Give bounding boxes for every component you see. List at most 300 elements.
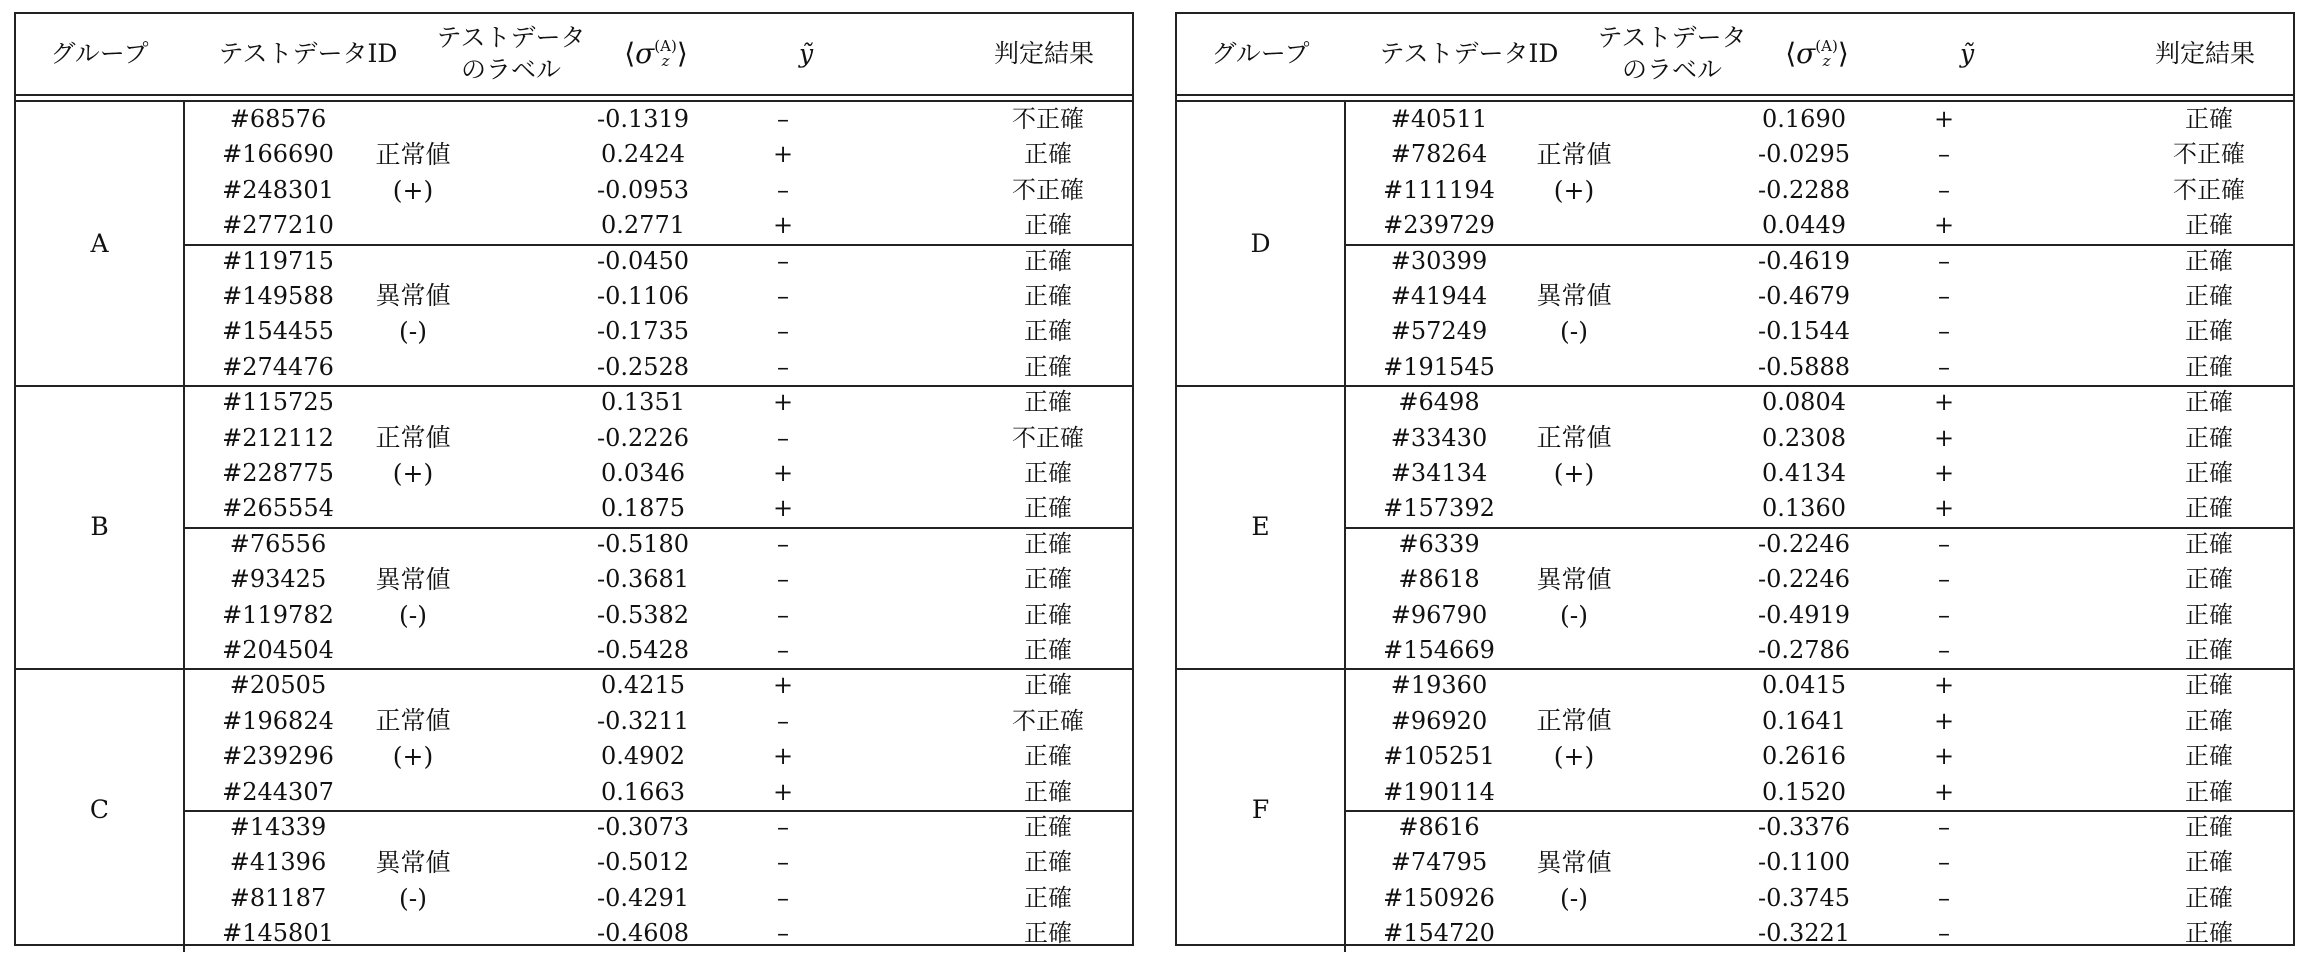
judgement-result: 正確	[1024, 671, 1072, 700]
block-separator	[183, 810, 1132, 812]
test-data-id: #244307	[222, 777, 334, 806]
judgement-result: 正確	[2185, 706, 2233, 735]
judgement-result: 正確	[1024, 742, 1072, 771]
table-row	[1344, 845, 2293, 880]
header-rule-top	[1177, 94, 2293, 96]
table-header	[16, 14, 1132, 94]
predicted-sign: –	[1938, 281, 1950, 310]
sigma-value: 0.1360	[1762, 494, 1846, 523]
normal-block	[1344, 668, 2293, 810]
header-ytilde: ỹ	[798, 39, 814, 68]
test-data-id: #191545	[1383, 352, 1495, 381]
judgement-result: 正確	[2185, 423, 2233, 452]
table-row	[1344, 208, 2293, 243]
predicted-sign: –	[1938, 848, 1950, 877]
sigma-value: 0.2308	[1762, 423, 1846, 452]
header-group: グループ	[50, 39, 149, 68]
header-group: グループ	[1211, 39, 1310, 68]
table-row	[183, 279, 1132, 314]
predicted-sign: –	[777, 600, 789, 629]
predicted-sign: –	[1938, 565, 1950, 594]
anomaly-label-text: 異常値	[375, 564, 451, 594]
sigma-value: 0.1690	[1762, 105, 1846, 133]
header-label-line-2: のラベル	[1621, 55, 1722, 84]
predicted-sign: +	[1933, 388, 1955, 417]
judgement-result: 正確	[1024, 140, 1072, 169]
table-header	[1177, 14, 2293, 94]
predicted-sign: –	[1938, 600, 1950, 629]
judgement-result: 正確	[2185, 812, 2233, 841]
sigma-value: 0.1520	[1762, 777, 1846, 806]
predicted-sign: –	[777, 175, 789, 204]
anomaly-label-text: 異常値	[1536, 564, 1612, 594]
judgement-result: 正確	[2185, 529, 2233, 558]
judgement-result: 正確	[2185, 848, 2233, 877]
predicted-sign: +	[772, 388, 794, 417]
table-row	[1344, 739, 2293, 774]
header-label-line-2: のラベル	[460, 55, 561, 84]
normal-label-text: 正常値	[1536, 139, 1612, 169]
group-separator	[16, 668, 1132, 670]
table-row	[183, 421, 1132, 456]
normal-label-text: 正常値	[1536, 706, 1612, 736]
predicted-sign: –	[1938, 352, 1950, 381]
predicted-sign: –	[777, 105, 789, 133]
table-row	[1344, 916, 2293, 951]
table-row	[1344, 562, 2293, 597]
anomaly-label-sign: (-)	[1560, 600, 1588, 630]
table-row	[1344, 279, 2293, 314]
results-table-left	[14, 12, 1134, 946]
group-section-E	[1177, 385, 2293, 668]
predicted-sign: –	[1938, 812, 1950, 841]
header-label-line-1: テストデータ	[1597, 23, 1747, 52]
anomaly-block	[183, 810, 1132, 952]
table-row	[1344, 633, 2293, 668]
anomaly-label-text: 異常値	[1536, 281, 1612, 311]
test-data-id: #6339	[1398, 529, 1480, 558]
predicted-sign: –	[1938, 317, 1950, 346]
predicted-sign: –	[777, 281, 789, 310]
predicted-sign: –	[777, 919, 789, 948]
sigma-value: -0.3221	[1757, 919, 1851, 948]
sigma-value: 0.0449	[1762, 211, 1846, 240]
angle-bracket-open: ⟨	[624, 37, 636, 70]
table-row	[183, 916, 1132, 951]
sigma-value: -0.5428	[596, 635, 690, 664]
test-data-id: #34134	[1390, 458, 1488, 487]
sigma-value: -0.4919	[1757, 600, 1851, 629]
judgement-result: 正確	[1024, 883, 1072, 912]
header-result: 判定結果	[2154, 39, 2255, 68]
predicted-sign: +	[772, 211, 794, 240]
test-data-id: #111194	[1383, 175, 1495, 204]
judgement-result: 不正確	[2173, 175, 2245, 204]
judgement-result: 正確	[1024, 317, 1072, 346]
table-row	[183, 810, 1132, 845]
test-data-id: #228775	[222, 458, 334, 487]
group-name: B	[16, 385, 185, 668]
table-row	[1344, 775, 2293, 810]
sigma-value: -0.2288	[1757, 175, 1851, 204]
group-name: A	[16, 102, 185, 385]
table-row	[183, 845, 1132, 880]
judgement-result: 正確	[1024, 494, 1072, 523]
normal-label-sign: (+)	[392, 175, 434, 205]
header-rule-top	[16, 94, 1132, 96]
judgement-result: 正確	[1024, 812, 1072, 841]
sigma-value: 0.2616	[1762, 742, 1846, 771]
test-data-id: #150926	[1383, 883, 1495, 912]
sigma-scripts	[654, 39, 677, 69]
normal-block	[183, 385, 1132, 527]
judgement-result: 正確	[2185, 388, 2233, 417]
table-row	[183, 775, 1132, 810]
test-data-id: #212112	[222, 423, 334, 452]
sigma-value: -0.5382	[596, 600, 690, 629]
judgement-result: 不正確	[2173, 140, 2245, 169]
test-data-id: #154455	[222, 317, 334, 346]
sigma-value: 0.1663	[601, 777, 685, 806]
sigma-value: -0.2246	[1757, 529, 1851, 558]
test-data-id: #154669	[1383, 635, 1495, 664]
judgement-result: 正確	[2185, 742, 2233, 771]
table-row	[183, 598, 1132, 633]
test-data-id: #274476	[222, 352, 334, 381]
table-row	[183, 527, 1132, 562]
table-row	[183, 562, 1132, 597]
judgement-result: 正確	[2185, 565, 2233, 594]
anomaly-label-text: 異常値	[375, 847, 451, 877]
anomaly-block	[1344, 527, 2293, 669]
judgement-result: 正確	[1024, 281, 1072, 310]
test-data-id: #265554	[222, 494, 334, 523]
anomaly-label-sign: (-)	[399, 883, 427, 913]
group-name: F	[1177, 668, 1346, 951]
test-data-id: #190114	[1383, 777, 1495, 806]
predicted-sign: –	[777, 848, 789, 877]
table-row	[1344, 385, 2293, 420]
table-row	[183, 244, 1132, 279]
group-section-C	[16, 668, 1132, 951]
header-sigma	[1737, 14, 1897, 94]
table-row	[1344, 527, 2293, 562]
predicted-sign: –	[777, 317, 789, 346]
predicted-sign: +	[1933, 105, 1955, 133]
table-row	[1344, 350, 2293, 385]
predicted-sign: –	[777, 883, 789, 912]
table-row	[1344, 881, 2293, 916]
sigma-value: 0.2771	[601, 211, 685, 240]
sigma-value: -0.3211	[596, 706, 690, 735]
judgement-result: 正確	[2185, 458, 2233, 487]
anomaly-block	[183, 527, 1132, 669]
sigma-value: 0.4215	[601, 671, 685, 700]
test-data-id: #157392	[1383, 494, 1495, 523]
table-row	[183, 385, 1132, 420]
predicted-sign: +	[772, 140, 794, 169]
sigma-value: -0.2528	[596, 352, 690, 381]
table-row	[1344, 173, 2293, 208]
sigma-value: -0.3681	[596, 565, 690, 594]
judgement-result: 正確	[1024, 211, 1072, 240]
judgement-result: 正確	[2185, 246, 2233, 275]
predicted-sign: +	[1933, 494, 1955, 523]
table-row	[1344, 491, 2293, 526]
sigma-subscript: z	[661, 52, 670, 70]
predicted-sign: –	[777, 352, 789, 381]
anomaly-block	[183, 244, 1132, 386]
sigma-value: 0.4902	[601, 742, 685, 771]
anomaly-label-text: 異常値	[375, 281, 451, 311]
anomaly-label-sign: (-)	[399, 600, 427, 630]
sigma-value: -0.4619	[1757, 246, 1851, 275]
sigma-value: -0.0953	[596, 175, 690, 204]
table-row	[183, 881, 1132, 916]
sigma-value: -0.3745	[1757, 883, 1851, 912]
judgement-result: 正確	[1024, 635, 1072, 664]
predicted-sign: +	[1933, 458, 1955, 487]
sigma-value: -0.5888	[1757, 352, 1851, 381]
test-data-id: #20505	[229, 671, 327, 700]
judgement-result: 正確	[2185, 600, 2233, 629]
table-row	[1344, 810, 2293, 845]
test-data-id: #19360	[1390, 671, 1488, 700]
test-data-id: #68576	[229, 105, 327, 133]
judgement-result: 不正確	[1012, 423, 1084, 452]
sigma-superscript: (A)	[654, 37, 677, 55]
header-ytilde: ỹ	[1959, 39, 1975, 68]
sigma-value: -0.2246	[1757, 565, 1851, 594]
judgement-result: 正確	[1024, 777, 1072, 806]
header-test-id: テストデータID	[1379, 39, 1559, 68]
normal-block	[1344, 102, 2293, 244]
table-row	[183, 456, 1132, 491]
test-data-id: #96920	[1390, 706, 1488, 735]
test-data-id: #93425	[229, 565, 327, 594]
judgement-result: 正確	[2185, 777, 2233, 806]
judgement-result: 不正確	[1012, 175, 1084, 204]
sigma-value: -0.0450	[596, 246, 690, 275]
normal-block	[183, 102, 1132, 244]
judgement-result: 正確	[2185, 671, 2233, 700]
sigma-value: 0.0346	[601, 458, 685, 487]
judgement-result: 正確	[2185, 281, 2233, 310]
sigma-symbol: σ	[1796, 37, 1816, 70]
table-row	[183, 350, 1132, 385]
judgement-result: 正確	[1024, 388, 1072, 417]
table-row	[183, 668, 1132, 703]
sigma-value: -0.2226	[596, 423, 690, 452]
test-data-id: #277210	[222, 211, 334, 240]
sigma-value: -0.1735	[596, 317, 690, 346]
judgement-result: 正確	[2185, 352, 2233, 381]
judgement-result: 正確	[1024, 352, 1072, 381]
header-test-id: テストデータID	[218, 39, 398, 68]
test-data-id: #76556	[229, 529, 327, 558]
test-data-id: #196824	[222, 706, 334, 735]
angle-bracket-close: ⟩	[1837, 37, 1849, 70]
judgement-result: 不正確	[1012, 105, 1084, 133]
judgement-result: 正確	[1024, 919, 1072, 948]
test-data-id: #74795	[1390, 848, 1488, 877]
predicted-sign: +	[772, 458, 794, 487]
table-row	[1344, 704, 2293, 739]
predicted-sign: +	[772, 671, 794, 700]
group-separator	[1177, 385, 2293, 387]
predicted-sign: +	[1933, 671, 1955, 700]
anomaly-block	[1344, 244, 2293, 386]
predicted-sign: –	[1938, 919, 1950, 948]
predicted-sign: +	[772, 777, 794, 806]
sigma-value: 0.2424	[601, 140, 685, 169]
sigma-value: -0.1544	[1757, 317, 1851, 346]
test-data-id: #96790	[1390, 600, 1488, 629]
predicted-sign: –	[777, 423, 789, 452]
table-body	[1177, 102, 2293, 948]
predicted-sign: –	[1938, 140, 1950, 169]
table-row	[183, 739, 1132, 774]
normal-label-sign: (+)	[1553, 742, 1595, 772]
normal-label-text: 正常値	[375, 422, 451, 452]
sigma-value: -0.4679	[1757, 281, 1851, 310]
table-row	[1344, 598, 2293, 633]
angle-bracket-close: ⟩	[676, 37, 688, 70]
table-row	[183, 137, 1132, 172]
predicted-sign: +	[1933, 211, 1955, 240]
sigma-value: -0.1319	[596, 105, 690, 133]
group-section-B	[16, 385, 1132, 668]
table-row	[183, 633, 1132, 668]
table-row	[1344, 137, 2293, 172]
normal-block	[183, 668, 1132, 810]
test-data-id: #41944	[1390, 281, 1488, 310]
sigma-subscript: z	[1822, 52, 1831, 70]
header-result: 判定結果	[993, 39, 1094, 68]
header-sigma	[576, 14, 736, 94]
sigma-value: 0.1641	[1762, 706, 1846, 735]
predicted-sign: +	[1933, 777, 1955, 806]
table-row	[1344, 102, 2293, 137]
test-data-id: #239729	[1383, 211, 1495, 240]
judgement-result: 正確	[1024, 600, 1072, 629]
table-row	[183, 491, 1132, 526]
group-name: E	[1177, 385, 1346, 668]
header-label-line-1: テストデータ	[436, 23, 586, 52]
block-separator	[1344, 527, 2293, 529]
predicted-sign: –	[1938, 883, 1950, 912]
judgement-result: 正確	[1024, 529, 1072, 558]
test-data-id: #78264	[1390, 140, 1488, 169]
sigma-value: 0.1351	[601, 388, 685, 417]
table-row	[1344, 244, 2293, 279]
sigma-symbol: σ	[635, 37, 655, 70]
normal-label-sign: (+)	[1553, 175, 1595, 205]
anomaly-label-text: 異常値	[1536, 847, 1612, 877]
normal-label-text: 正常値	[375, 139, 451, 169]
normal-label-text: 正常値	[375, 706, 451, 736]
test-data-id: #6498	[1398, 388, 1480, 417]
test-data-id: #119715	[222, 246, 334, 275]
test-data-id: #248301	[222, 175, 334, 204]
sigma-value: -0.1100	[1757, 848, 1851, 877]
test-data-id: #14339	[229, 812, 327, 841]
test-data-id: #8616	[1398, 812, 1480, 841]
table-row	[183, 173, 1132, 208]
judgement-result: 正確	[2185, 105, 2233, 133]
test-data-id: #57249	[1390, 317, 1488, 346]
predicted-sign: –	[1938, 175, 1950, 204]
sigma-value: -0.3073	[596, 812, 690, 841]
test-data-id: #119782	[222, 600, 334, 629]
predicted-sign: +	[1933, 423, 1955, 452]
judgement-result: 正確	[1024, 848, 1072, 877]
sigma-value: -0.5180	[596, 529, 690, 558]
group-separator	[16, 385, 1132, 387]
judgement-result: 正確	[2185, 919, 2233, 948]
test-data-id: #81187	[229, 883, 327, 912]
table-row	[1344, 421, 2293, 456]
group-section-F	[1177, 668, 2293, 951]
sigma-value: -0.2786	[1757, 635, 1851, 664]
judgement-result: 正確	[2185, 494, 2233, 523]
predicted-sign: –	[777, 635, 789, 664]
sigma-value: -0.3376	[1757, 812, 1851, 841]
predicted-sign: +	[772, 494, 794, 523]
judgement-result: 正確	[2185, 635, 2233, 664]
group-section-D	[1177, 102, 2293, 385]
sigma-value: 0.1875	[601, 494, 685, 523]
predicted-sign: +	[772, 742, 794, 771]
sigma-scripts	[1815, 39, 1838, 69]
group-separator	[1177, 668, 2293, 670]
block-separator	[183, 527, 1132, 529]
judgement-result: 正確	[2185, 211, 2233, 240]
judgement-result: 不正確	[1012, 706, 1084, 735]
test-data-id: #41396	[229, 848, 327, 877]
predicted-sign: –	[1938, 635, 1950, 664]
block-separator	[1344, 810, 2293, 812]
test-data-id: #40511	[1390, 105, 1488, 133]
test-data-id: #166690	[222, 140, 334, 169]
table-body	[16, 102, 1132, 948]
test-data-id: #239296	[222, 742, 334, 771]
anomaly-block	[1344, 810, 2293, 952]
judgement-result: 正確	[1024, 458, 1072, 487]
predicted-sign: –	[777, 529, 789, 558]
normal-label-sign: (+)	[1553, 458, 1595, 488]
anomaly-label-sign: (-)	[399, 317, 427, 347]
table-row	[183, 704, 1132, 739]
predicted-sign: –	[1938, 529, 1950, 558]
predicted-sign: –	[777, 565, 789, 594]
judgement-result: 正確	[2185, 317, 2233, 346]
block-separator	[1344, 244, 2293, 246]
test-data-id: #30399	[1390, 246, 1488, 275]
sigma-value: -0.4608	[596, 919, 690, 948]
table-row	[1344, 668, 2293, 703]
anomaly-label-sign: (-)	[1560, 883, 1588, 913]
sigma-value: 0.4134	[1762, 458, 1846, 487]
normal-label-text: 正常値	[1536, 422, 1612, 452]
sigma-value: -0.4291	[596, 883, 690, 912]
sigma-value: 0.0804	[1762, 388, 1846, 417]
test-data-id: #8618	[1398, 565, 1480, 594]
predicted-sign: –	[1938, 246, 1950, 275]
judgement-result: 正確	[1024, 246, 1072, 275]
sigma-superscript: (A)	[1815, 37, 1838, 55]
test-data-id: #33430	[1390, 423, 1488, 452]
